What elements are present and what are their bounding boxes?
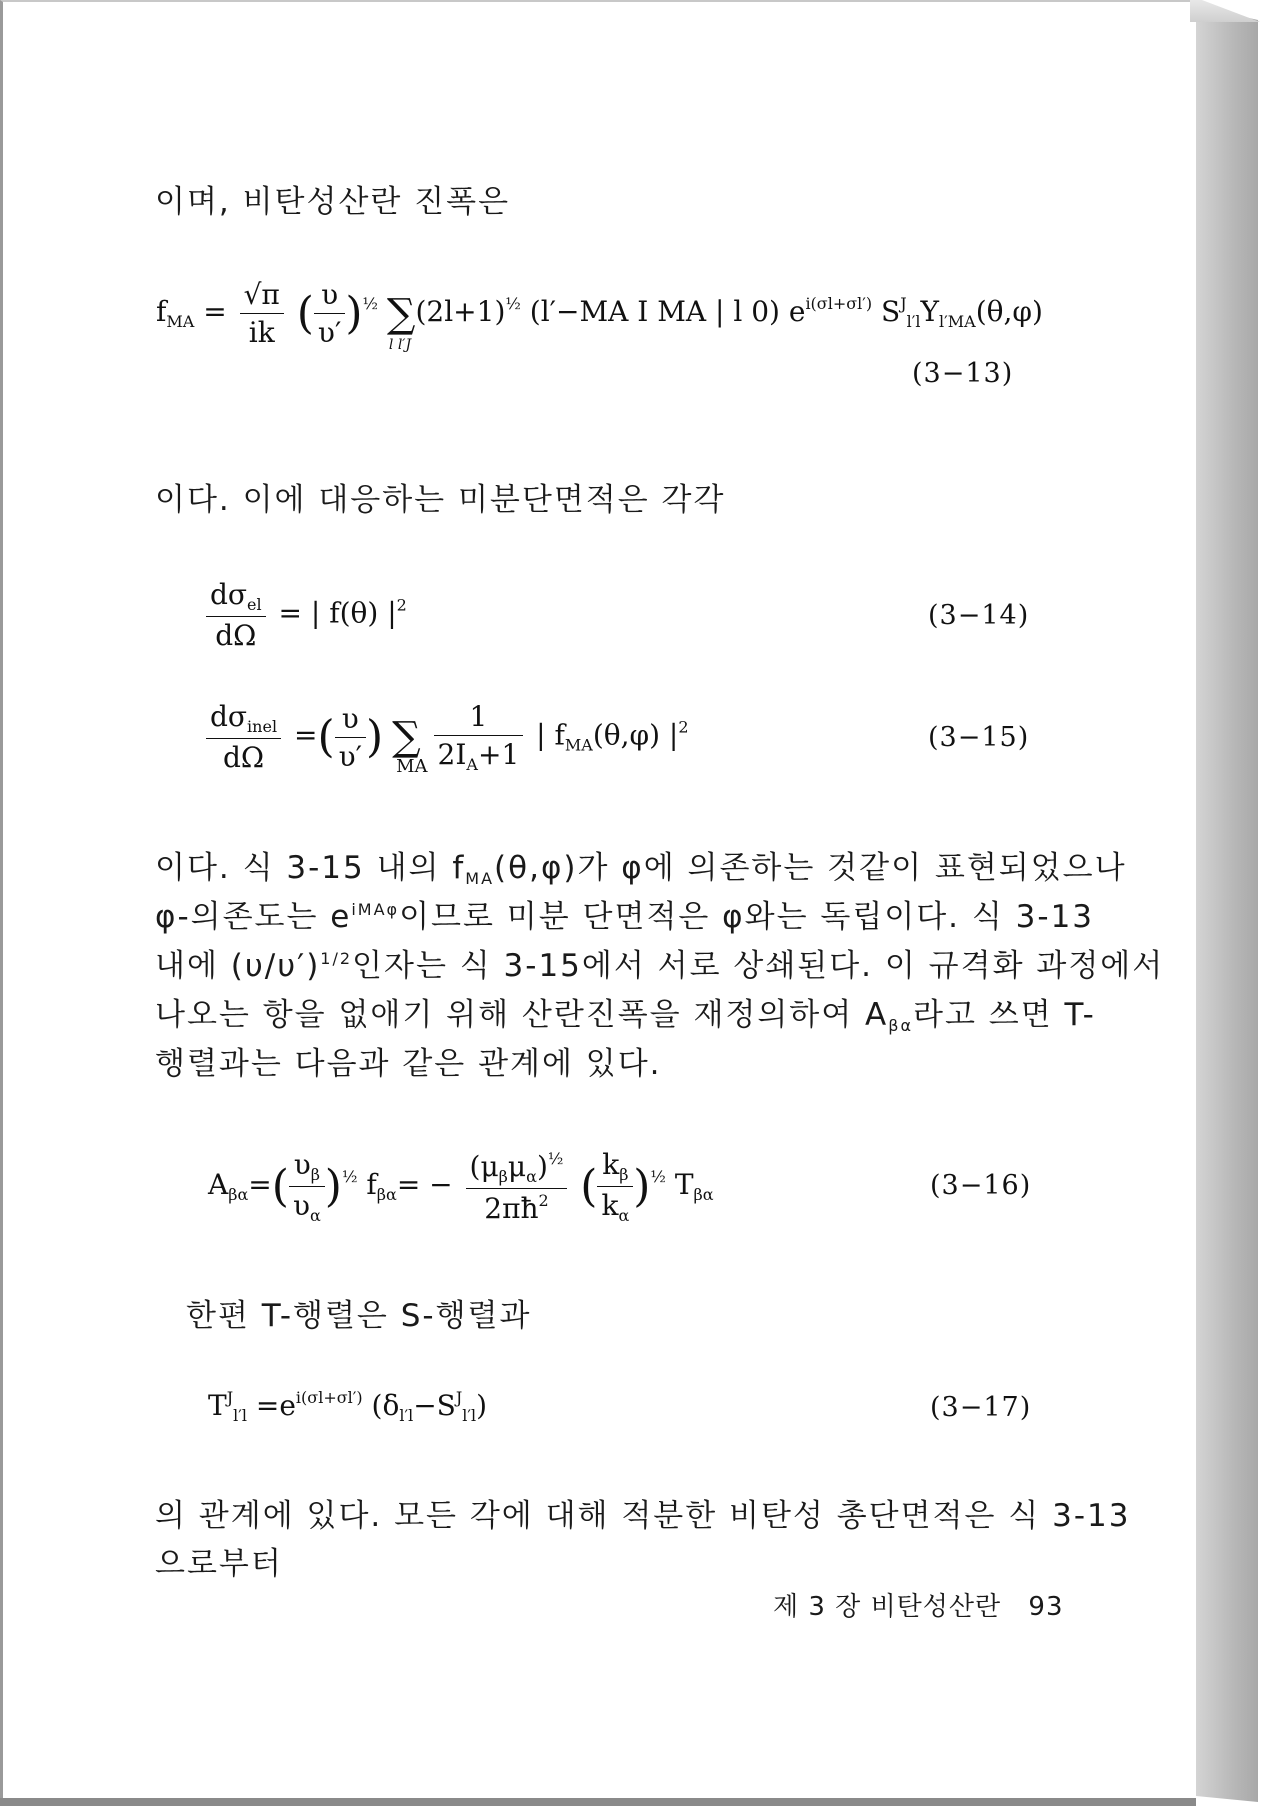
paragraph-3-line-5: 행렬과는 다음과 같은 관계에 있다. bbox=[155, 1046, 662, 1082]
eq13-sum: ∑ l l′J bbox=[386, 290, 416, 353]
equation-number-3-14: (3−14) bbox=[928, 600, 1030, 631]
equation-number-3-16: (3−16) bbox=[930, 1170, 1032, 1201]
equation-number-3-17: (3−17) bbox=[930, 1392, 1032, 1423]
eq15-frac: $\frac{d\sigma_{inel}}{d\Omega}$ bbox=[206, 700, 281, 774]
equation-3-15: $\frac{d\sigma_{inel}}{d\Omega}$ =( $\frac{\upsilon}{\upsilon'}$ ) ∑ MA $\frac{1}{2I_A+1}$ | $f_{MA}(\theta,\varphi)$ $|^2$ bbox=[202, 700, 689, 774]
paragraph-3-line-2: φ-의존도는 $e^{iMA\varphi}$이므로 미분 단면적은 φ와는 독립이다. 식 3-13 bbox=[155, 899, 1095, 935]
equation-3-17: $T^J_{l'l} =e^{i(\sigma l+\sigma l')}$ $(\delta_{l'l}-S^J_{l'l})$ bbox=[208, 1388, 488, 1425]
chapter-label: 제 3 장 비탄성산란 bbox=[773, 1592, 1002, 1622]
eq13-frac: $\frac{√\pi}{ik}$ bbox=[240, 278, 284, 349]
paragraph-5-line-2: 으로부터 bbox=[155, 1546, 283, 1582]
eq15-sum: ∑ MA bbox=[392, 714, 428, 777]
paragraph-differential: 이다. 이에 대응하는 미분단면적은 각각 bbox=[155, 482, 726, 518]
page-footer bbox=[773, 1586, 1064, 1623]
paragraph-3-line-1: 이다. 식 3-15 내의 $f_{MA}(\theta,\varphi)$가 φ에 의존하는 것같이 표현되었으나 bbox=[155, 850, 1127, 888]
paragraph-intro: 이며, 비탄성산란 진폭은 bbox=[155, 184, 511, 220]
equation-3-16: $A_{\beta\alpha}=$( $\frac{\upsilon_\beta}{\upsilon_\alpha}$ )$^{\frac{1}{2}}$ $f_{\beta\alpha}=$ − $\frac{(\mu_\beta\mu_\alpha)^{\frac{1}{2}}}{2\pi ħ^2}$ ( $\frac{k_\beta}{k_\alpha}$ )$^{\frac{1}{2}}$ $T_{\beta\alpha}$ bbox=[208, 1148, 714, 1225]
paragraph-3-line-4: 나오는 항을 없애기 위해 산란진폭을 재정의하여 $A_{\beta\alpha}$라고 쓰면 T- bbox=[155, 997, 1096, 1035]
paragraph-5-line-1: 의 관계에 있다. 모든 각에 대해 적분한 비탄성 총단면적은 식 3-13 bbox=[155, 1498, 1131, 1534]
page-edge-shadow bbox=[1196, 6, 1258, 1802]
eq13-lhs: $f_{MA}$ bbox=[156, 295, 195, 331]
paragraph-t-matrix: 한편 T-행렬은 S-행렬과 bbox=[186, 1298, 532, 1334]
equation-3-13: $f_{MA}$ = $\frac{√\pi}{ik}$ ( $\frac{\upsilon}{\upsilon'}$ )$^{\frac{1}{2}}$ ∑ l l′J $(2l+1)^{\frac{1}{2}}$ (l′−MA I MA | l 0) $e^{i(\sigma l+\sigma l')}$ $S^J_{l'l}Y_{l'MA}(\theta,\varphi)$ bbox=[156, 278, 1043, 353]
page-bottom-edge bbox=[0, 1798, 1196, 1806]
equation-number-3-13: (3−13) bbox=[912, 358, 1014, 389]
page-number: 93 bbox=[1028, 1592, 1064, 1622]
eq14-frac: $\frac{d\sigma_{el}}{d\Omega}$ bbox=[206, 578, 266, 652]
page-edge-top bbox=[1190, 0, 1260, 22]
paragraph-3-line-3: 내에 $(\upsilon/\upsilon')^{1/2}$인자는 식 3-15에서 서로 상쇄된다. 이 규격화 과정에서 bbox=[155, 948, 1165, 984]
equation-number-3-15: (3−15) bbox=[928, 722, 1030, 753]
equation-3-14: $\frac{d\sigma_{el}}{d\Omega}$ = | f(θ) $|^2$ bbox=[202, 578, 407, 652]
